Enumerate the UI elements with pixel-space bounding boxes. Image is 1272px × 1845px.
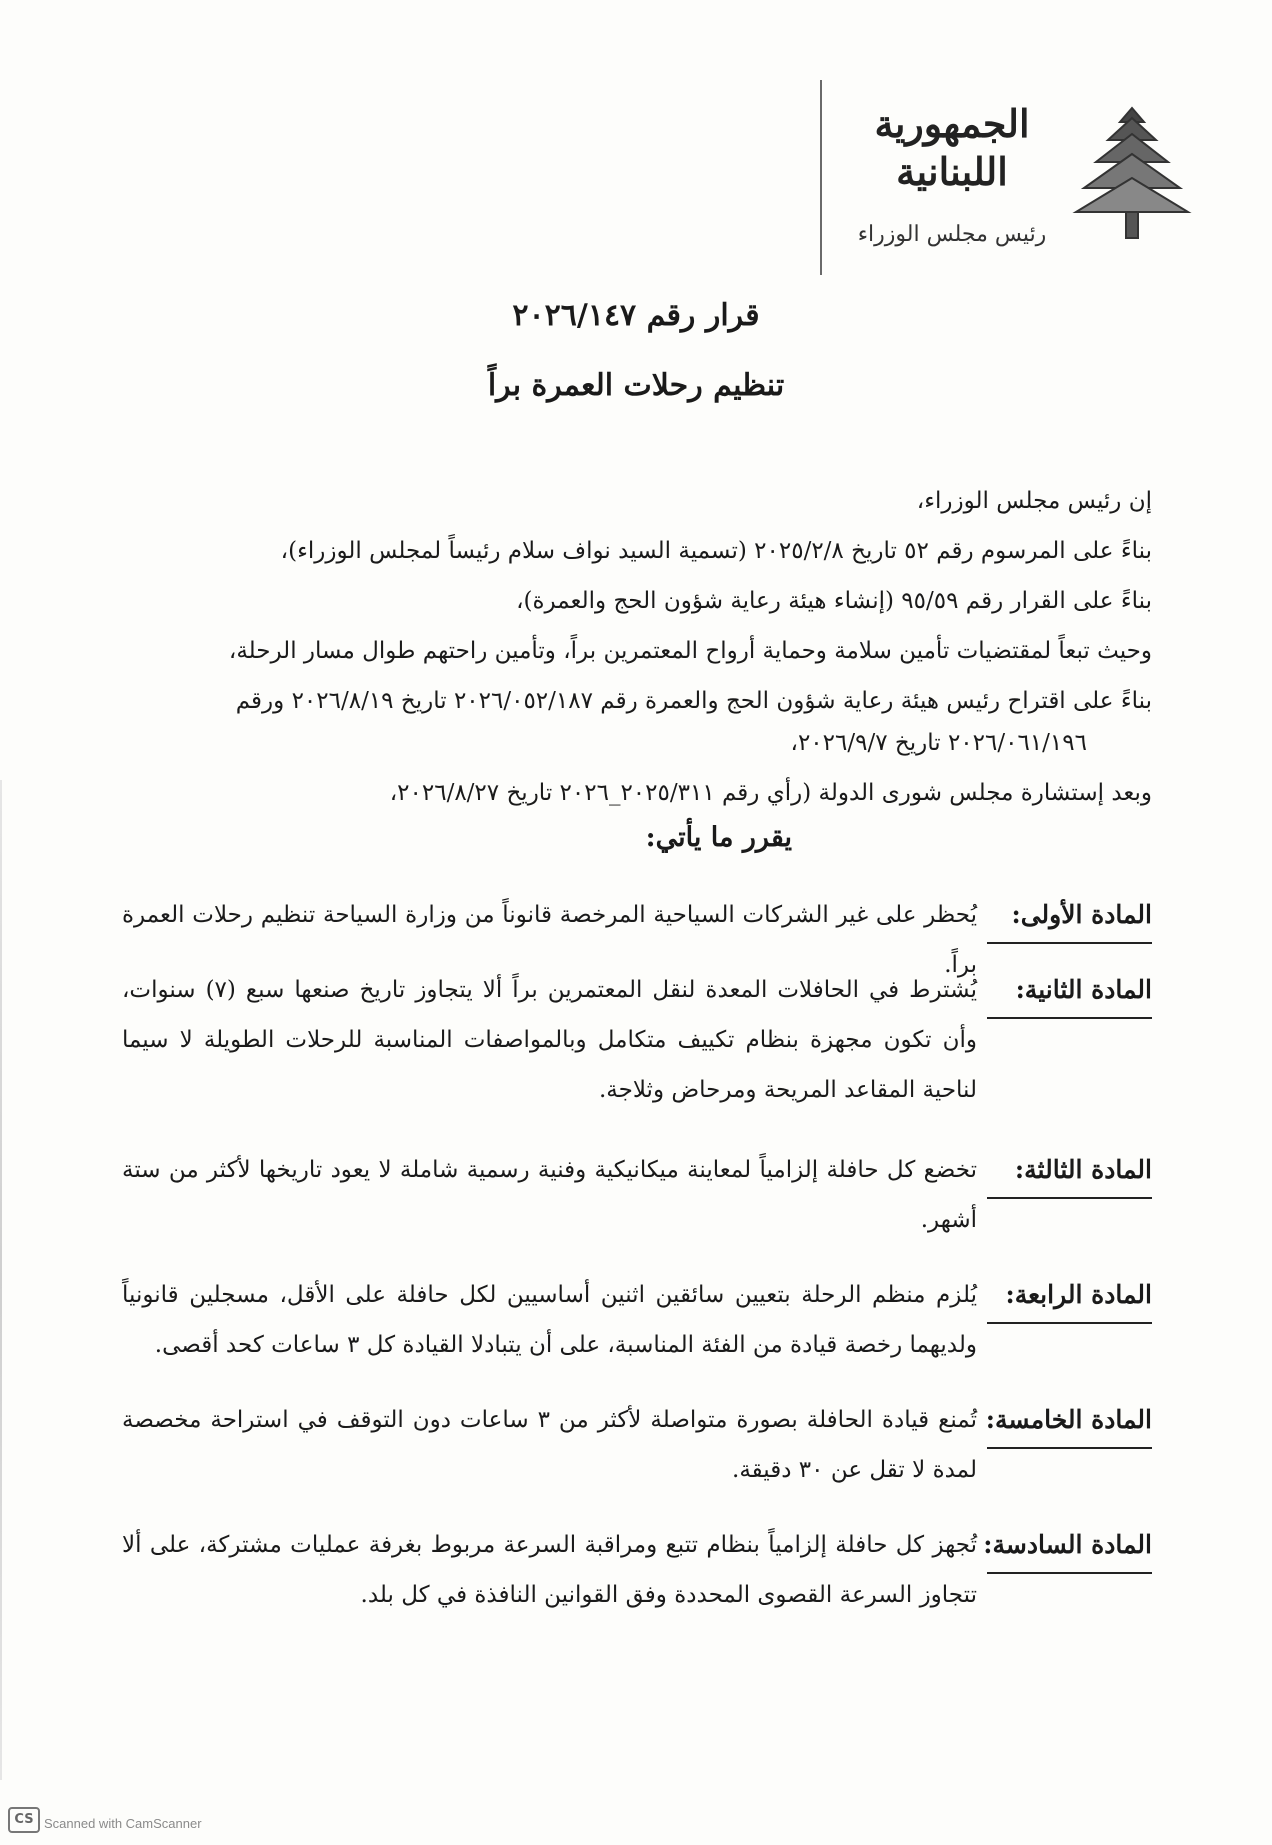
preamble-line: إن رئيس مجلس الوزراء،: [916, 488, 1152, 514]
decides-heading: يقرر ما يأتي:: [645, 822, 792, 853]
article-text: تخضع كل حافلة إلزامياً لمعاينة ميكانيكية وفنية رسمية شاملة لا يعود تاريخها لأكثر من ستة أشهر.: [122, 1157, 977, 1233]
article-3: [122, 1145, 1152, 1245]
scan-edge-shadow: [0, 780, 2, 1780]
article-label: المادة الخامسة:: [987, 1395, 1152, 1449]
scanner-watermark: Scanned with CamScanner: [44, 1816, 202, 1831]
article-label: المادة الثانية:: [987, 965, 1152, 1019]
republic-line-2: اللبنانية: [896, 149, 1008, 194]
preamble-line: ٢٠٢٦/٠٦١/١٩٦ تاريخ ٢٠٢٦/٩/٧،: [790, 730, 1087, 756]
letterhead-divider: [820, 80, 822, 275]
preamble-line: وحيث تبعاً لمقتضيات تأمين سلامة وحماية أرواح المعتمرين براً، وتأمين راحتهم طوال مسار الرحلة،: [228, 638, 1152, 664]
article-text: يُلزم منظم الرحلة بتعيين سائقين اثنين أساسيين لكل حافلة على الأقل، مسجلين قانونياً ولديهما رخصة قيادة من الفئة المناسبة، على أن يتبادلا القيادة كل ٣ ساعات كحد أقصى.: [122, 1282, 977, 1358]
article-2: [122, 965, 1152, 1115]
republic-line-1: الجمهورية: [874, 101, 1030, 146]
preamble-line: وبعد إستشارة مجلس شورى الدولة (رأي رقم ٢٠٢٥/٣١١_٢٠٢٦ تاريخ ٢٠٢٦/٨/٢٧،: [389, 780, 1152, 806]
article-text: تُمنع قيادة الحافلة بصورة متواصلة لأكثر من ٣ ساعات دون التوقف في استراحة مخصصة لمدة لا تقل عن ٣٠ دقيقة.: [122, 1407, 978, 1483]
article-text: يُشترط في الحافلات المعدة لنقل المعتمرين براً ألا يتجاوز تاريخ صنعها سبع (٧) سنوات، وأن تكون مجهزة بنظام تكييف متكامل وبالمواصفات المناسبة للرحلات الطويلة لا سيما لناحية المقاعد المريحة ومرحاض وثلاجة.: [122, 977, 977, 1103]
article-5: [122, 1395, 1152, 1495]
decision-subject: تنظيم رحلات العمرة براً: [487, 368, 785, 403]
letterhead: [802, 80, 1192, 280]
decision-number: قرار رقم ٢٠٢٦/١٤٧: [512, 298, 760, 333]
office-name: رئيس مجلس الوزراء: [857, 222, 1047, 247]
preamble-line: بناءً على اقتراح رئيس هيئة رعاية شؤون الحج والعمرة رقم ٢٠٢٦/٠٥٢/١٨٧ تاريخ ٢٠٢٦/٨/١٩ ورقم: [235, 688, 1152, 714]
article-label: المادة الأولى:: [987, 890, 1152, 944]
article-text: تُجهز كل حافلة إلزامياً بنظام تتبع ومراقبة السرعة مربوط بغرفة عمليات مشتركة، على ألا تتجاوز السرعة القصوى المحددة وفق القوانين النافذة في كل بلد.: [122, 1532, 977, 1608]
article-text: يُحظر على غير الشركات السياحية المرخصة قانوناً من وزارة السياحة تنظيم رحلات العمرة براً.: [122, 902, 977, 978]
article-6: [122, 1520, 1152, 1620]
cedar-tree-icon: [1072, 100, 1192, 250]
article-label: المادة السادسة:: [987, 1520, 1152, 1574]
republic-title: [852, 100, 1052, 196]
article-4: [122, 1270, 1152, 1370]
article-label: المادة الثالثة:: [987, 1145, 1152, 1199]
preamble-line: بناءً على القرار رقم ٩٥/٥٩ (إنشاء هيئة رعاية شؤون الحج والعمرة)،: [516, 588, 1152, 614]
camscanner-logo-icon: CS: [8, 1807, 40, 1833]
preamble-line: بناءً على المرسوم رقم ٥٢ تاريخ ٢٠٢٥/٢/٨ (تسمية السيد نواف سلام رئيساً لمجلس الوزراء)،: [280, 538, 1152, 564]
article-label: المادة الرابعة:: [987, 1270, 1152, 1324]
